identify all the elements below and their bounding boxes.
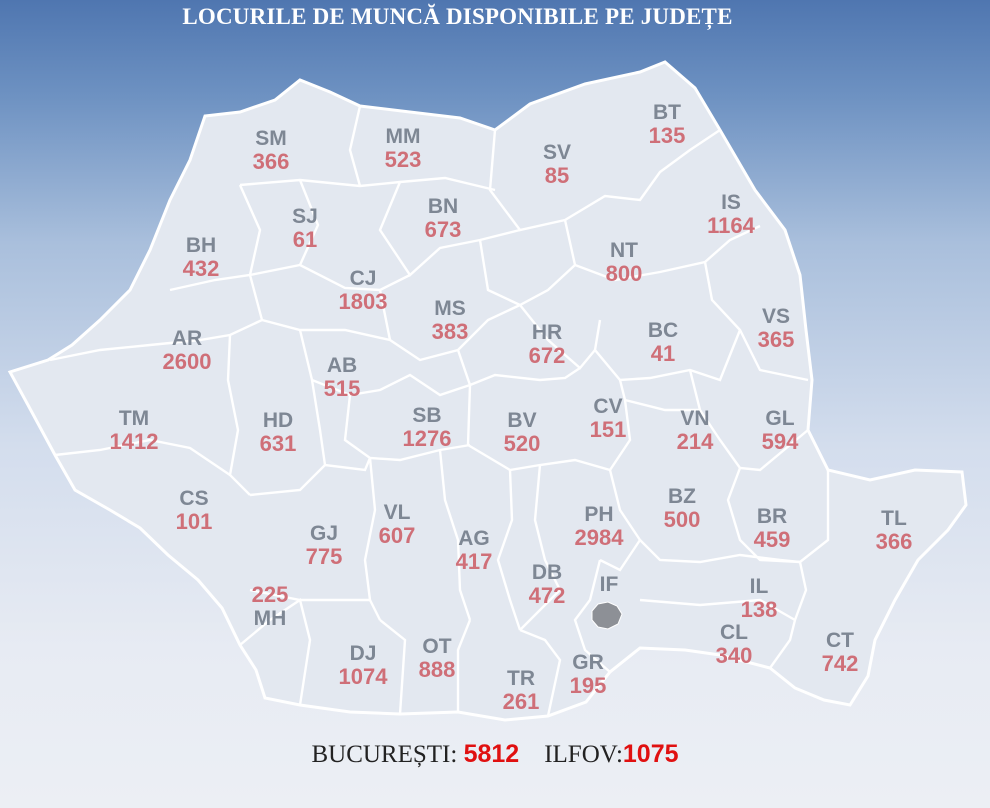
county-ab <box>324 355 361 400</box>
county-ar <box>163 328 212 373</box>
county-value: 61 <box>292 227 318 252</box>
ilfov-label: ILFOV: <box>544 741 623 768</box>
county-value: 151 <box>589 417 627 442</box>
county-value: 472 <box>528 583 566 608</box>
county-tl <box>876 508 913 553</box>
county-code: AG <box>458 527 490 550</box>
county-hd <box>260 410 297 455</box>
county-value: 366 <box>252 149 290 174</box>
county-code: IL <box>749 575 769 598</box>
county-code: TM <box>118 407 150 430</box>
county-bn <box>425 196 462 241</box>
county-code: SB <box>412 404 442 427</box>
county-value: 607 <box>378 523 416 548</box>
county-sm <box>253 128 290 173</box>
county-br <box>754 506 791 551</box>
county-vs <box>758 306 795 351</box>
county-code: MM <box>385 125 421 148</box>
county-code: TR <box>507 667 535 690</box>
county-code: SM <box>255 127 287 150</box>
county-code: AR <box>171 327 203 350</box>
map-title: LOCURILE DE MUNCĂ DISPONIBILE PE JUDEȚE <box>182 4 733 29</box>
county-ct <box>822 630 859 675</box>
county-bc <box>648 320 678 365</box>
county-dj <box>339 643 388 688</box>
county-bv <box>504 410 541 455</box>
county-code: IF <box>599 573 619 596</box>
county-ag <box>456 528 493 573</box>
county-ot <box>419 636 456 681</box>
county-bt <box>649 102 686 147</box>
county-value: 520 <box>503 431 541 456</box>
county-value: 432 <box>182 256 220 281</box>
county-code: CT <box>826 629 854 652</box>
county-code: HD <box>262 409 294 432</box>
county-value: 135 <box>648 123 686 148</box>
county-vl <box>379 502 416 547</box>
county-value: 340 <box>715 643 753 668</box>
county-gl <box>762 408 799 453</box>
county-cv <box>590 396 627 441</box>
county-code: GJ <box>309 522 338 545</box>
county-cs <box>176 488 213 533</box>
county-value: 594 <box>761 429 799 454</box>
county-code: VN <box>680 407 710 430</box>
county-code: AB <box>326 354 358 377</box>
county-if <box>600 574 619 595</box>
county-code: BR <box>756 505 788 528</box>
county-value: 500 <box>663 507 701 532</box>
county-value: 261 <box>502 689 540 714</box>
county-value: 2984 <box>574 525 624 550</box>
county-code: VL <box>383 501 411 524</box>
county-value: 225 <box>251 582 289 607</box>
county-tr <box>503 668 540 713</box>
county-code: CJ <box>349 267 377 290</box>
county-sv <box>543 142 571 187</box>
county-code: MH <box>253 607 287 630</box>
county-code: NT <box>610 239 638 262</box>
county-gr <box>570 652 607 697</box>
county-code: CV <box>593 395 623 418</box>
footer-totals <box>0 740 990 769</box>
county-hr <box>529 322 566 367</box>
county-mm <box>385 126 422 171</box>
county-value: 631 <box>259 431 297 456</box>
county-code: SJ <box>292 205 318 228</box>
county-value: 366 <box>875 529 913 554</box>
county-value: 195 <box>569 673 607 698</box>
county-value: 41 <box>650 341 676 366</box>
county-value: 775 <box>305 544 343 569</box>
county-tm <box>110 408 159 453</box>
county-value: 1276 <box>402 426 452 451</box>
county-code: CS <box>179 487 209 510</box>
county-code: BC <box>647 319 679 342</box>
county-code: GL <box>765 407 795 430</box>
county-value: 1412 <box>109 429 159 454</box>
county-db <box>529 562 566 607</box>
county-code: VS <box>761 305 790 328</box>
county-code: OT <box>422 635 452 658</box>
county-il <box>741 576 778 621</box>
county-value: 672 <box>528 343 566 368</box>
county-value: 2600 <box>162 349 212 374</box>
county-value: 515 <box>323 376 361 401</box>
county-cl <box>716 622 753 667</box>
county-code: SV <box>542 141 572 164</box>
county-code: TL <box>881 507 907 530</box>
county-value: 214 <box>676 429 714 454</box>
county-sb <box>403 405 452 450</box>
county-value: 742 <box>821 651 859 676</box>
county-code: PH <box>584 503 614 526</box>
county-value: 888 <box>418 657 456 682</box>
county-value: 101 <box>175 509 213 534</box>
county-value: 673 <box>424 217 462 242</box>
county-value: 1074 <box>338 664 388 689</box>
county-code: BT <box>653 101 681 124</box>
county-bh <box>183 235 220 280</box>
bucuresti-label: BUCUREȘTI: <box>311 741 458 768</box>
county-code: DJ <box>349 642 377 665</box>
county-nt <box>606 240 643 285</box>
county-value: 365 <box>757 327 795 352</box>
county-sj <box>292 206 318 251</box>
county-value: 417 <box>455 549 493 574</box>
county-gj <box>306 523 343 568</box>
county-ph <box>575 504 624 549</box>
bucuresti-value: 5812 <box>463 740 520 768</box>
county-code: BH <box>185 234 217 257</box>
county-code: HR <box>531 321 563 344</box>
county-value: 138 <box>740 597 778 622</box>
county-code: BN <box>427 195 459 218</box>
county-code: BV <box>507 409 537 432</box>
county-ms <box>432 298 469 343</box>
county-value: 800 <box>605 261 643 286</box>
county-value: 523 <box>384 147 422 172</box>
county-value: 383 <box>431 319 469 344</box>
country-outline <box>10 62 966 720</box>
county-mh <box>252 584 289 629</box>
county-bz <box>664 486 701 531</box>
county-vn <box>677 408 714 453</box>
county-code: CL <box>720 621 748 644</box>
county-is <box>707 192 755 237</box>
county-cj <box>339 268 388 313</box>
county-value: 1164 <box>707 213 755 238</box>
ilfov-value: 1075 <box>622 740 679 768</box>
county-code: BZ <box>668 485 696 508</box>
county-code: MS <box>434 297 466 320</box>
county-code: GR <box>572 651 604 674</box>
county-value: 85 <box>544 163 570 188</box>
county-code: IS <box>721 191 741 214</box>
county-value: 459 <box>753 527 791 552</box>
county-code: DB <box>531 561 563 584</box>
county-value: 1803 <box>338 289 388 314</box>
